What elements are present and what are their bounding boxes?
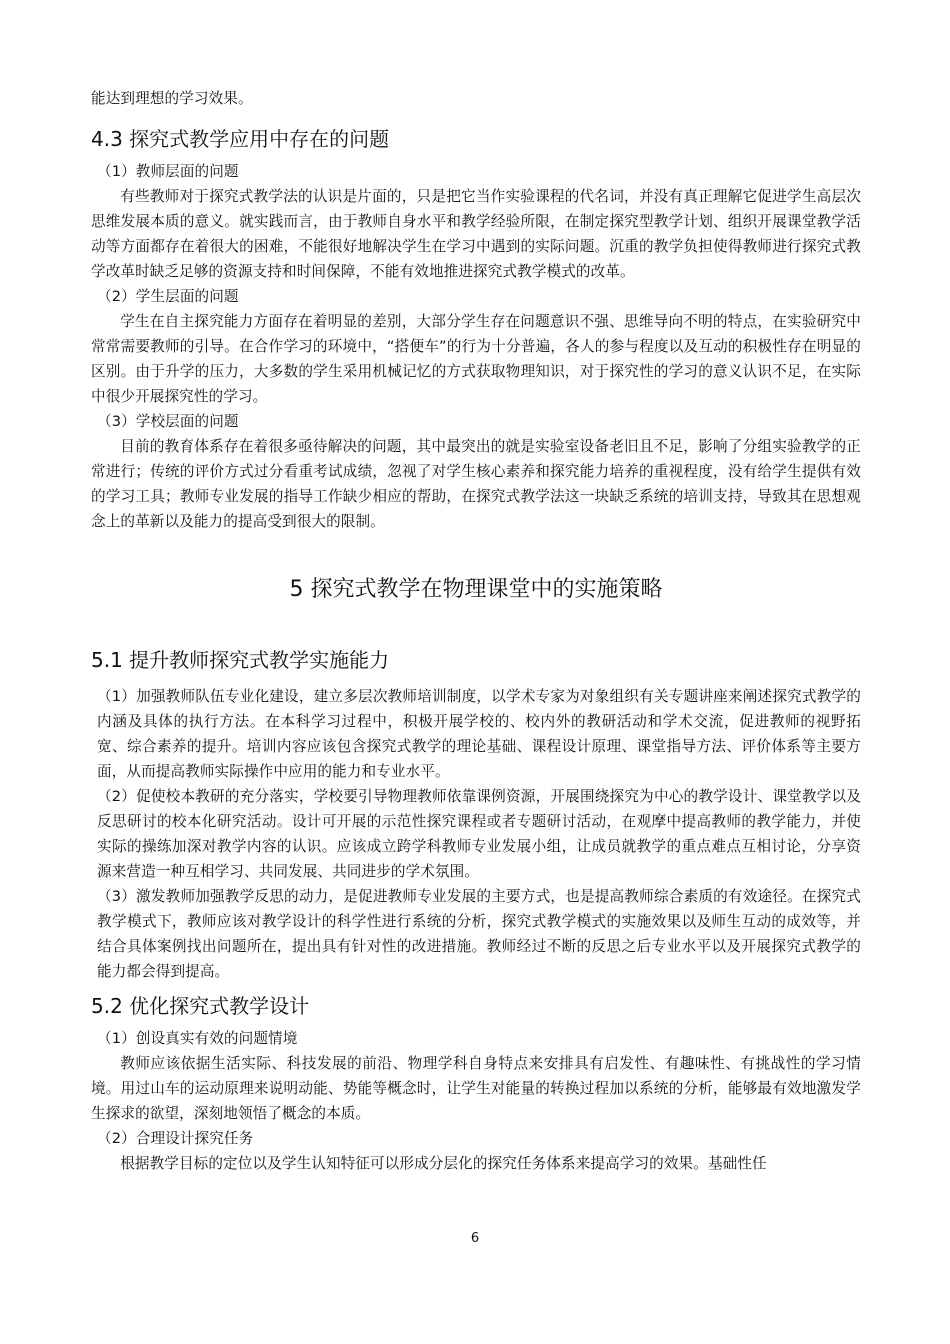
section-4-3-item-1-label: （1）教师层面的问题 <box>97 163 239 180</box>
section-5-2-item-1-paragraph: 教师应该依据生活实际、科技发展的前沿、物理学科自身特点来安排具有启发性、有趣味性、有挑战性的学习情境。用过山车的运动原理来说明动能、势能等概念时，让学生对能量的转换过程加以系统的分析，能够最有效地激发学生探求的欲望，深刻地领悟了概念的本质。 <box>91 1055 861 1122</box>
section-4-3-item-2-paragraph: 学生在自主探究能力方面存在着明显的差别，大部分学生存在问题意识不强、思维导向不明的特点，在实验研究中常常需要教师的引导。在合作学习的环境中，“搭便车”的行为十分普遍，各人的参与程度以及互动的积极性存在明显的区别。由于升学的压力，大多数的学生采用机械记忆的方式获取物理知识，对于探究性的学习的意义认识不足，在实际中很少开展探究性的学习。 <box>91 313 861 405</box>
section-4-3-item-3-label: （3）学校层面的问题 <box>97 413 239 430</box>
section-5-2-item-2-paragraph: 根据教学目标的定位以及学生认知特征可以形成分层化的探究任务体系来提高学习的效果。基础性任 <box>120 1155 767 1172</box>
section-5-2-item-1-label: （1）创设真实有效的问题情境 <box>97 1030 298 1047</box>
section-4-3-item-1-paragraph: 有些教师对于探究式教学法的认识是片面的，只是把它当作实验课程的代名词，并没有真正理解它促进学生高层次思维发展本质的意义。就实践而言，由于教师自身水平和教学经验所限，在制定探究型教学计划、组织开展课堂教学活动等方面都存在着很大的困难，不能很好地解决学生在学习中遇到的实际问题。沉重的教学负担使得教师进行探究式教学改革时缺乏足够的资源支持和时间保障，不能有效地推进探究式教学模式的改革。 <box>91 188 861 280</box>
section-5-1-item-1-paragraph: （1）加强教师队伍专业化建设，建立多层次教师培训制度，以学术专家为对象组织有关专题讲座来阐述探究式教学的内涵及具体的执行方法。在本科学习过程中，积极开展学校的、校内外的教研活动和学术交流，促进教师的视野拓宽、综合素养的提升。培训内容应该包含探究式教学的理论基础、课程设计原理、课堂指导方法、评价体系等主要方面，从而提高教师实际操作中应用的能力和专业水平。 <box>97 688 861 780</box>
section-5-2-heading: 5.2 优化探究式教学设计 <box>91 994 310 1018</box>
section-4-3-heading: 4.3 探究式教学应用中存在的问题 <box>91 127 390 151</box>
page-number: 6 <box>470 1231 480 1246</box>
document-page <box>91 86 861 1176</box>
section-4-3-item-3-paragraph: 目前的教育体系存在着很多亟待解决的问题，其中最突出的就是实验室设备老旧且不足，影响了分组实验教学的正常进行；传统的评价方式过分看重考试成绩，忽视了对学生核心素养和探究能力培养的重视程度，没有给学生提供有效的学习工具；教师专业发展的指导工作缺少相应的帮助，在探究式教学法这一块缺乏系统的培训支持，导致其在思想观念上的革新以及能力的提高受到很大的限制。 <box>91 438 861 530</box>
section-4-3-item-2-label: （2）学生层面的问题 <box>97 288 239 305</box>
chapter-5-heading: 5 探究式教学在物理课堂中的实施策略 <box>289 577 663 602</box>
section-5-1-item-2-paragraph: （2）促使校本教研的充分落实，学校要引导物理教师依靠课例资源，开展围绕探究为中心的教学设计、课堂教学以及反思研讨的校本化研究活动。设计可开展的示范性探究课程或者专题研讨活动，在观摩中提高教师的教学能力，并使实际的操练加深对教学内容的认识。应该成立跨学科教师专业发展小组，让成员就教学的重点难点互相讨论，分享资源来营造一种互相学习、共同发展、共同进步的学术氛围。 <box>97 788 861 880</box>
section-5-2-item-2-label: （2）合理设计探究任务 <box>97 1130 254 1147</box>
section-5-1-item-3-paragraph: （3）激发教师加强教学反思的动力，是促进教师专业发展的主要方式，也是提高教师综合素质的有效途径。在探究式教学模式下，教师应该对教学设计的科学性进行系统的分析，探究式教学模式的实施效果以及师生互动的成效等，并结合具体案例找出问题所在，提出具有针对性的改进措施。教师经过不断的反思之后专业水平以及开展探究式教学的能力都会得到提高。 <box>97 888 861 980</box>
section-5-1-heading: 5.1 提升教师探究式教学实施能力 <box>91 648 390 672</box>
leading-paragraph: 能达到理想的学习效果。 <box>91 90 253 107</box>
